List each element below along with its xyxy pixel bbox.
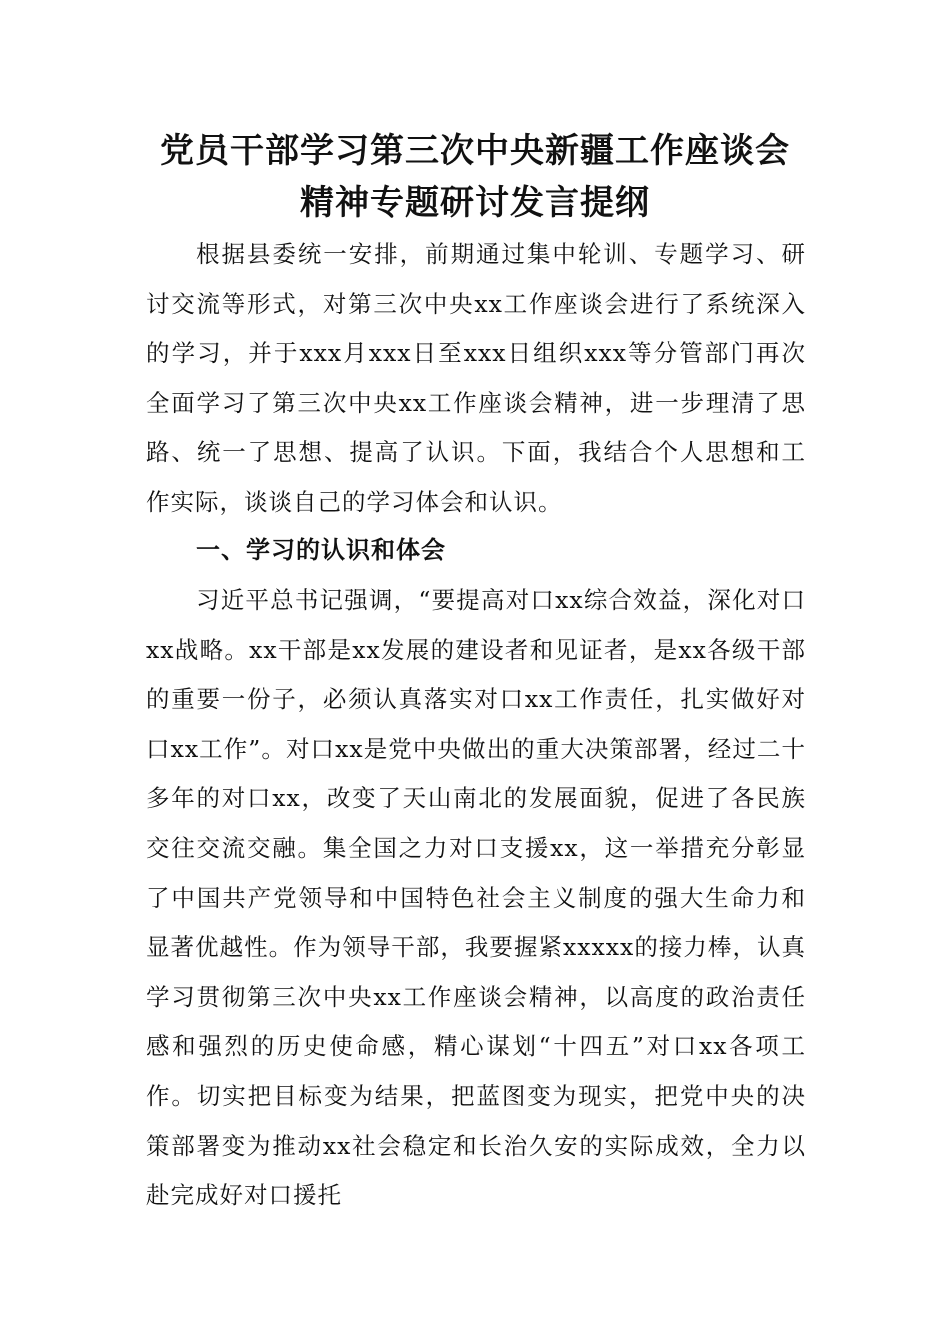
document-title-line-2: 精神专题研讨发言提纲 xyxy=(300,183,650,223)
document-title-line-1: 党员干部学习第三次中央新疆工作座谈会 xyxy=(160,131,790,171)
section-heading-1: 一、学习的认识和体会 xyxy=(196,536,446,564)
body-paragraph-2: 习近平总书记强调，“要提高对口xx综合效益，深化对口xx战略。xx干部是xx发展的建设者和见证者，是xx各级干部的重要一份子，必须认真落实对口xx工作责任，扎实做好对口xx工作”。对口xx是党中央做出的重大决策部署，经过二十多年的对口xx，改变了天山南北的发展面貌，促进了各民族交往交流交融。集全国之力对口支援xx，这一举措充分彰显了中国共产党领导和中国特色社会主义制度的强大生命力和显著优越性。作为领导干部，我要握紧xxxxx的接力棒，认真学习贯彻第三次中央xx工作座谈会精神，以高度的政治责任感和强烈的历史使命感，精心谋划“十四五”对口xx各项工作。切实把目标变为结果，把蓝图变为现实，把党中央的决策部署变为推动xx社会稳定和长治久安的实际成效，全力以赴完成好对口援托 xyxy=(146,586,806,1210)
intro-paragraph: 根据县委统一安排，前期通过集中轮训、专题学习、研讨交流等形式，对第三次中央xx工作座谈会进行了系统深入的学习，并于xxx月xxx日至xxx日组织xxx等分管部门再次全面学习了第三次中央xx工作座谈会精神，进一步理清了思路、统一了思想、提高了认识。下面，我结合个人思想和工作实际，谈谈自己的学习体会和认识。 xyxy=(146,240,806,516)
